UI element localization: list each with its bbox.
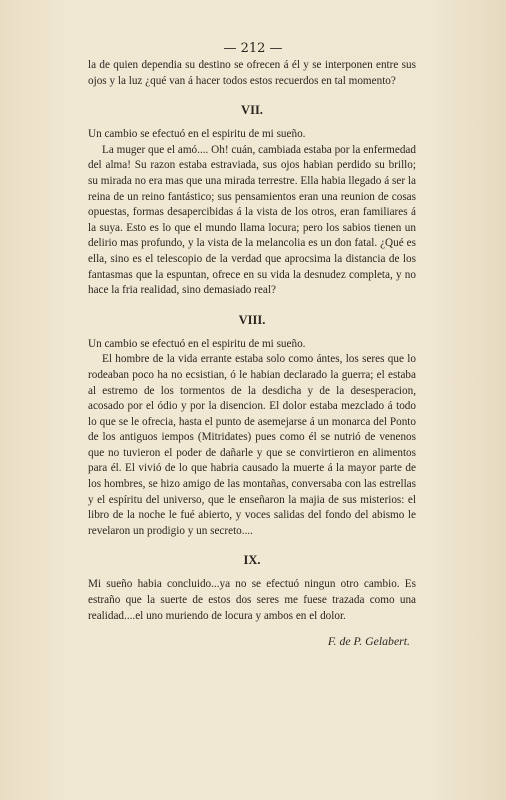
spacer <box>88 89 416 99</box>
page-number: — 212 — <box>223 41 283 56</box>
section-vii-first-line: Un cambio se efectuó en el espiritu de mi sueño. <box>88 128 306 141</box>
spacer <box>88 299 416 309</box>
section-heading-viii: VIII. <box>238 312 266 327</box>
section-heading-vii: VII. <box>241 103 263 118</box>
author-signature: F. de P. Gelabert. <box>327 634 410 649</box>
spacer <box>88 539 416 549</box>
section-viii-paragraph: El hombre de la vida errante estaba solo como ántes, los seres que lo rodeaban poco ha no ecsistian, ó le habian declarado la guerra; el estaba al estremo de los tormentos de la desdicha y de la desesperacion, acosado por el ódio y por la disencion. El dolor estaba mezclado á todo lo que se le ofrecia, hasta el punto de asemejarse á un monarca del Ponto de los antiguos iempos (Mitridates) pues como él se nutrió de venenos que no tuvieron el poder de dañarle y que se convirtieron en alimentos para él. El vivió de lo que habria causado la muerte á la mayor parte de los hombres, se hizo amigo de las montañas, conversaba con las estrellas y el espíritu del universo, que le enseñaron la majia de sus misterios: el libro de la noche le fué abierto, y voces salidas del fondo del abismo le revelaron un prodigio y un secreto.... <box>88 353 416 537</box>
text-column <box>88 58 416 650</box>
opening-paragraph: la de quien dependia su destino se ofrecen á él y se interponen entre sus ojos y la luz ¿qué van á hacer todos estos recuerdos en tal momento? <box>88 59 416 87</box>
section-viii-first-line: Un cambio se efectuó en el espiritu de mi sueño. <box>88 337 306 350</box>
section-heading-ix: IX. <box>243 553 261 568</box>
section-ix-paragraph: Mi sueño habia concluido...ya no se efectuó ningun otro cambio. Es estraño que la suerte de estos dos seres me fuese trazada como una realidad....el uno muriendo de locura y ambos en el dolor. <box>88 578 416 622</box>
section-vii-paragraph: La muger que el amó.... Oh! cuán, cambiada estaba por la enfermedad del alma! Su razon estaba estraviada, sus ojos habian perdido su brillo; su mirada no era mas que una mirada terrestre. Ella habia llegado á ser la reina de un reino fantástico; sus pensamientos eran una reunion de cosas opuestas, formas desapercibidas á la vista de los otros, eran familiares á la suya. Esto es lo que el mundo llama locura; pero los sabios tienen un delirio mas profundo, y la vista de la melancolia es un don fatal. ¿Qué es ella, sino es el telescopio de la verdad que aprocsima la distancia de los fantasmas que la espuntan, ofrece en su vida la desnudez completa, y no hace la fria realidad, sino demasiado real? <box>88 143 416 297</box>
